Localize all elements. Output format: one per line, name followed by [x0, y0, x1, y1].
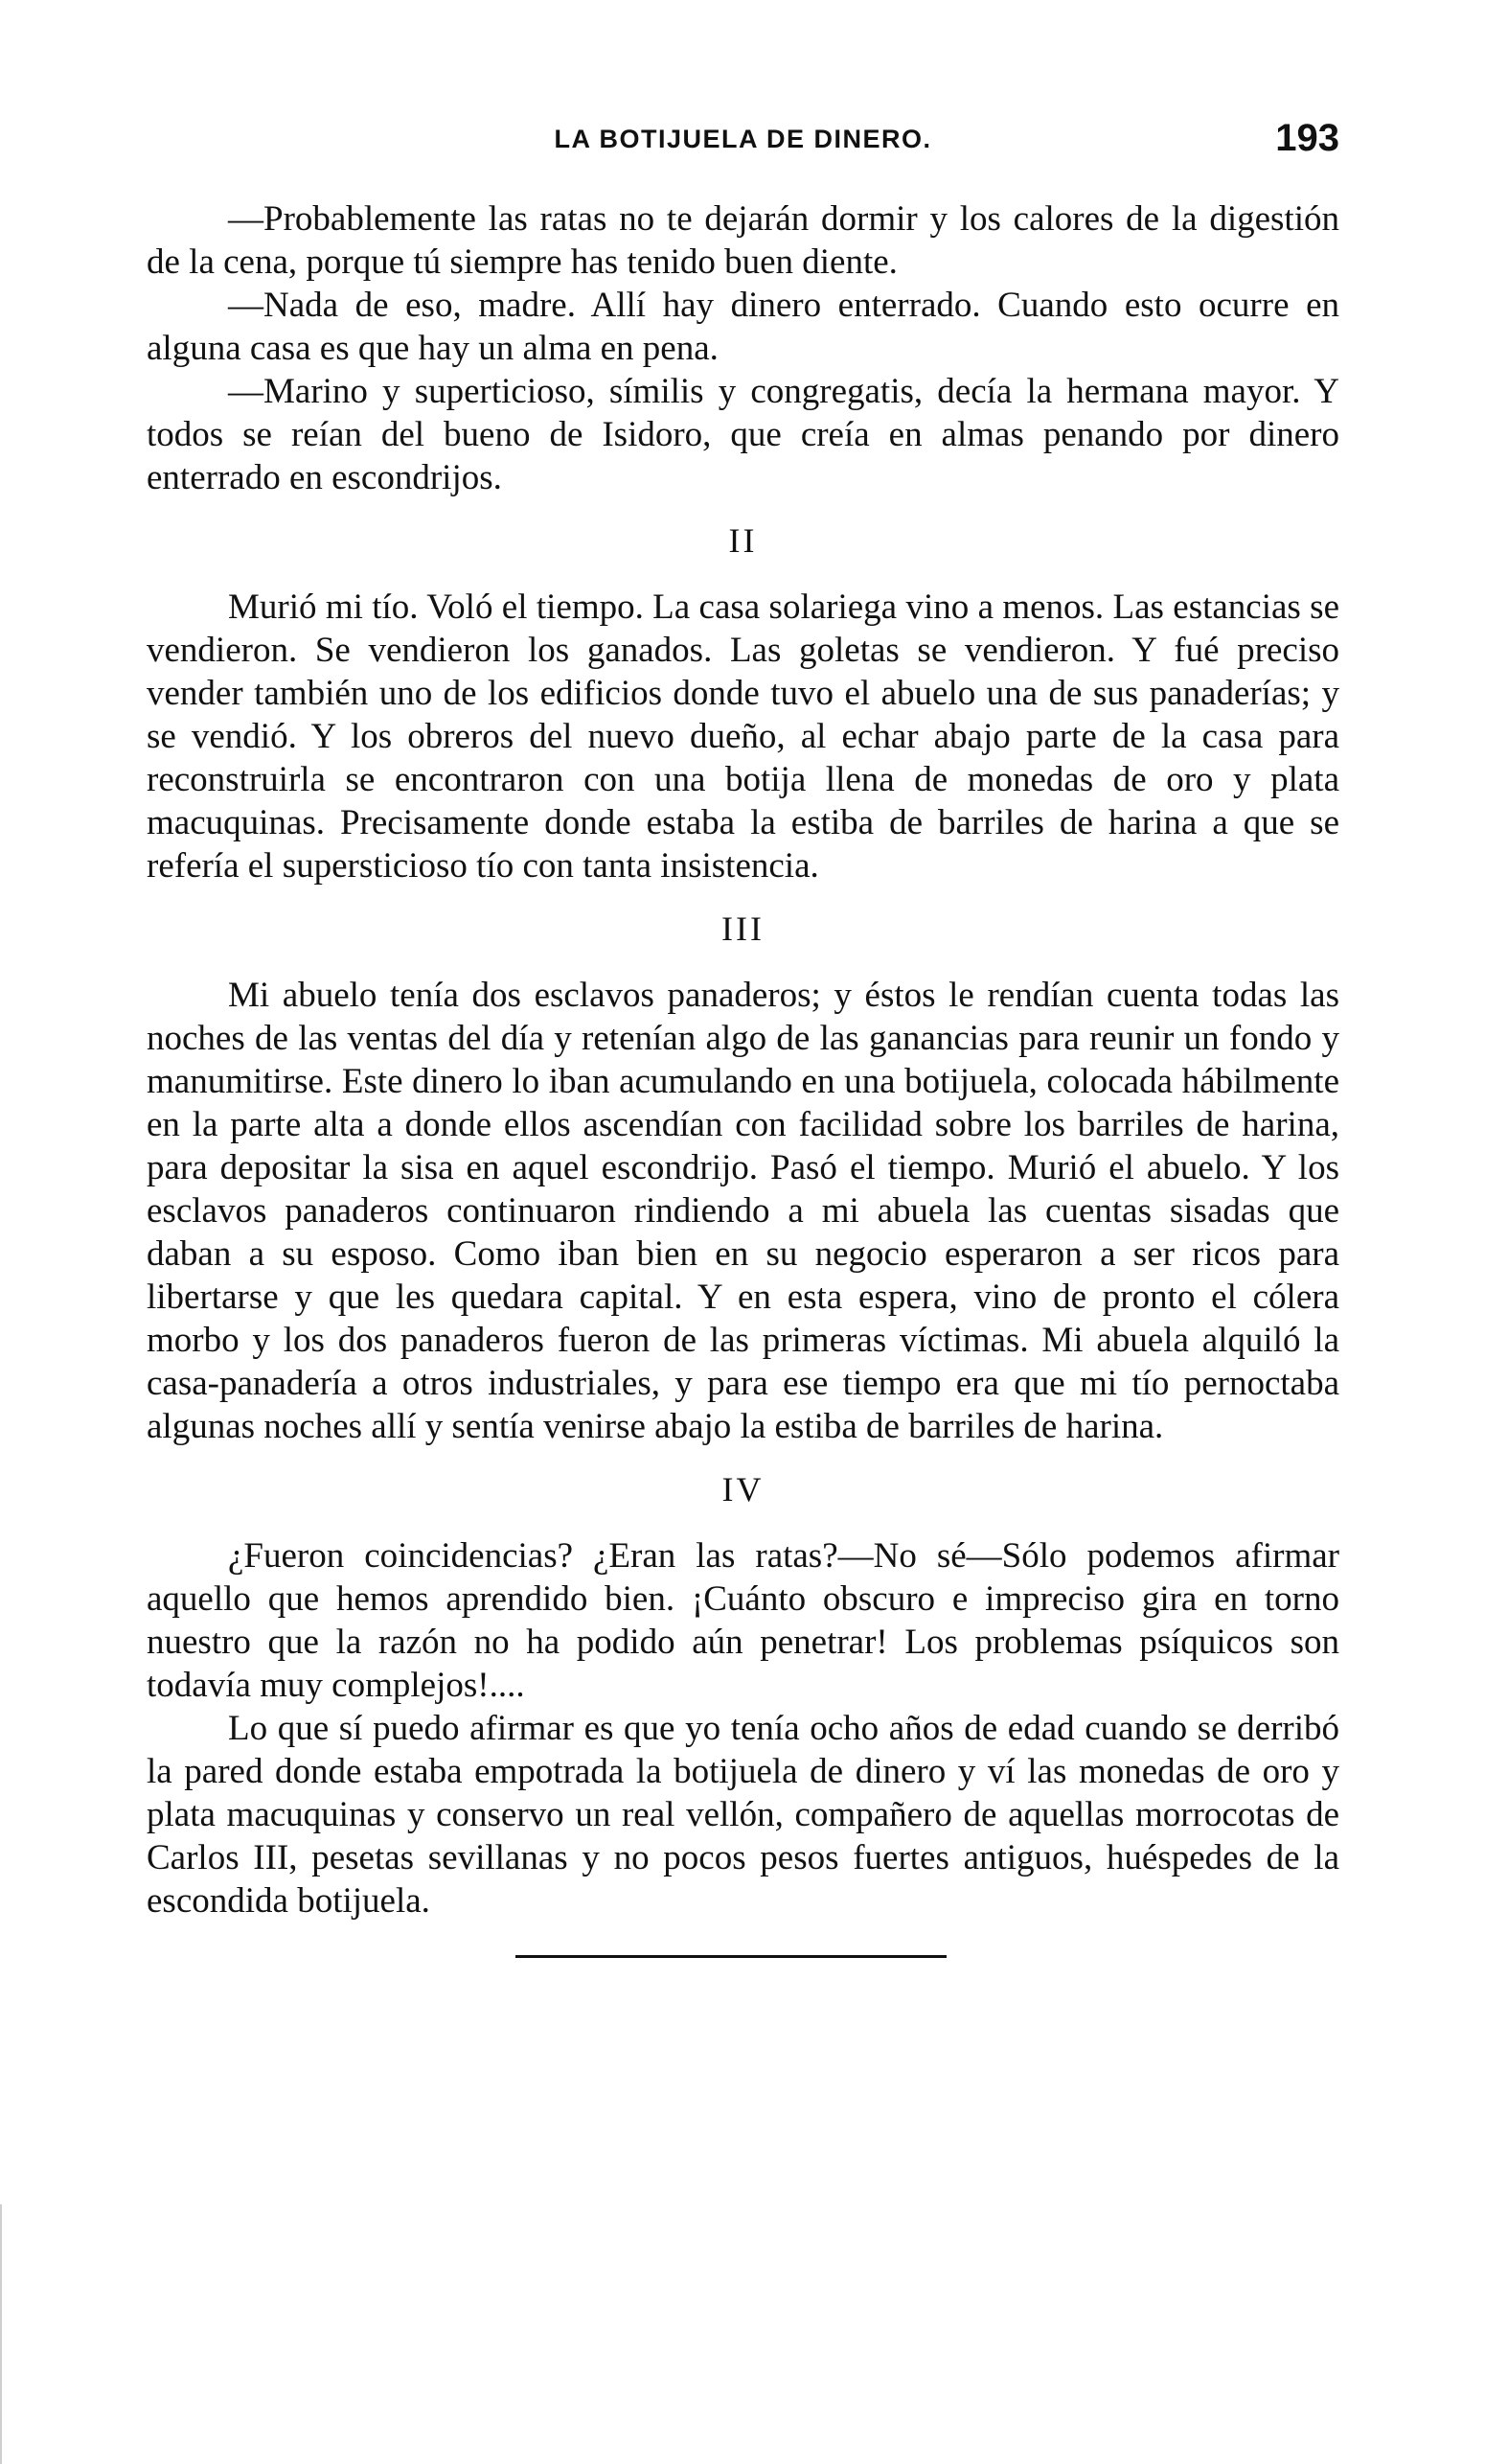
paragraph: ¿Fueron coincidencias? ¿Eran las ratas?—No sé—Sólo podemos afirmar aquello que hemos aprendido bien. ¡Cuánto obscuro e impreciso gira en torno nuestro que la razón no ha podido aún penetrar! Los problemas psíquicos son todavía muy complejos!.... — [147, 1536, 1339, 1705]
end-rule — [515, 1955, 947, 1958]
section-heading-iv: IV — [721, 1470, 765, 1508]
running-title: LA BOTIJUELA DE DINERO. — [554, 125, 932, 153]
section-heading-iii: III — [721, 910, 765, 948]
paragraph: —Marino y superticioso, símilis y congregatis, decía la hermana mayor. Y todos se reían del bueno de Isidoro, que creía en almas penando por dinero enterrado en escondrijos. — [147, 372, 1339, 497]
paragraph: —Probablemente las ratas no te dejarán dormir y los calores de la digestión de la cena, porque tú siempre has tenido buen diente. — [147, 199, 1339, 282]
section-heading-ii: II — [728, 521, 758, 560]
paragraph: Mi abuelo tenía dos esclavos panaderos; y éstos le rendían cuenta todas las noches de las ventas del día y retenían algo de las ganancias para reunir un fondo y manumitirse. Este dinero lo iban acumulando en una botijuela, colocada hábilmente en la parte alta a donde ellos ascendían con facilidad sobre los barriles de harina, para depositar la sisa en aquel escondrijo. Pasó el tiempo. Murió el abuelo. Y los esclavos panaderos continuaron rindiendo a mi abuela las cuentas sisadas que daban a su esposo. Como iban bien en su negocio esperaron a ser ricos para libertarse y que les quedara capital. Y en esta espera, vino de pronto el cólera morbo y los dos panaderos fueron de las primeras víctimas. Mi abuela alquiló la casa-panadería a otros industriales, y para ese tiempo era que mi tío pernoctaba algunas noches allí y sentía venirse abajo la estiba de barriles de harina. — [147, 976, 1339, 1446]
book-page — [147, 107, 1339, 1958]
paragraph: Lo que sí puedo afirmar es que yo tenía ocho años de edad cuando se derribó la pared donde estaba empotrada la botijuela de dinero y ví las monedas de oro y plata macuquinas y conservo un real vellón, compañero de aquellas morrocotas de Carlos III, pesetas sevillanas y no pocos pesos fuertes antiguos, huéspedes de la escondida botijuela. — [147, 1709, 1339, 1921]
page-number: 193 — [1275, 117, 1339, 159]
paragraph: Murió mi tío. Voló el tiempo. La casa solariega vino a menos. Las estancias se vendieron. Se vendieron los ganados. Las goletas se vendieron. Y fué preciso vender también uno de los edificios donde tuvo el abuelo una de sus panaderías; y se vendió. Y los obreros del nuevo dueño, al echar abajo parte de la casa para reconstruirla se encontraron con una botija llena de monedas de oro y plata macuquinas. Precisamente donde estaba la estiba de barriles de harina a que se refería el supersticioso tío con tanta insistencia. — [147, 587, 1339, 886]
body-text — [147, 197, 1339, 1958]
running-header — [147, 107, 1339, 165]
paragraph: —Nada de eso, madre. Allí hay dinero enterrado. Cuando esto ocurre en alguna casa es que hay un alma en pena. — [147, 286, 1339, 368]
page-edge-line — [0, 2204, 2, 2464]
